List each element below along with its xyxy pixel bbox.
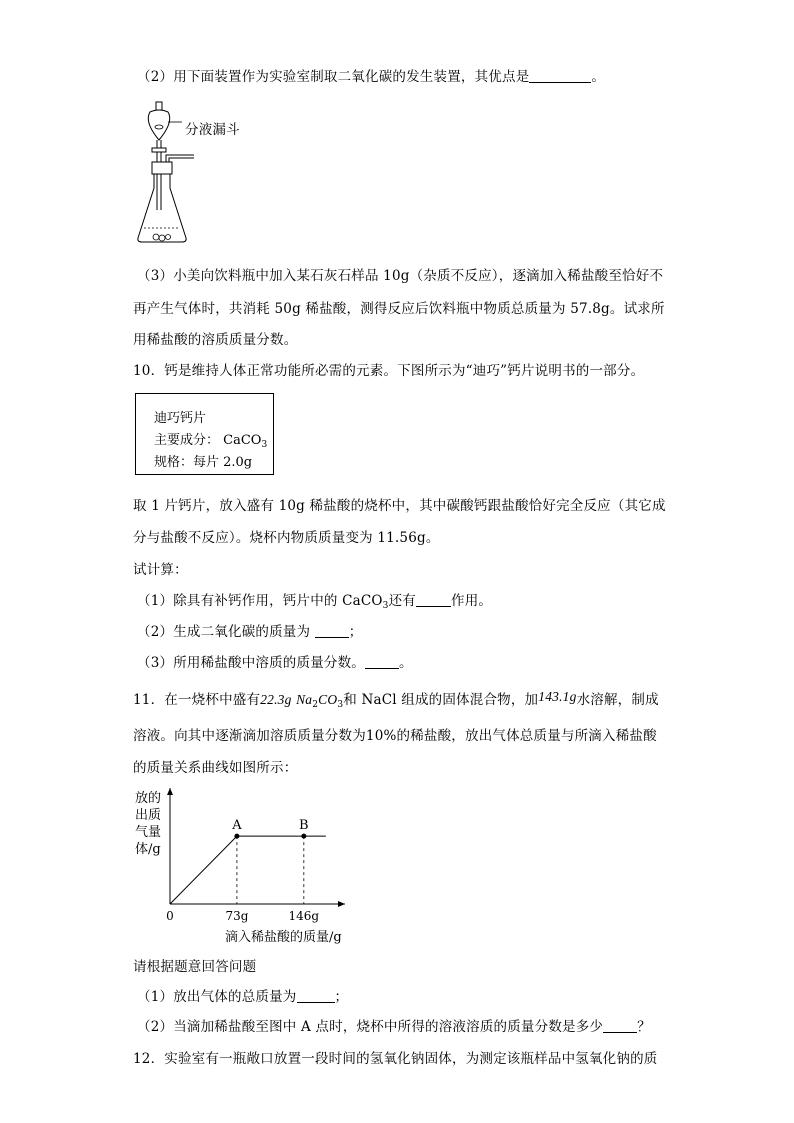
- data-point-A: [234, 834, 239, 839]
- x-tick-label: 73g: [225, 909, 249, 923]
- calcium-tablet-label-box: [135, 393, 274, 475]
- funnel-stopper: [156, 102, 162, 110]
- label-spec: 规格：每片 2.0g: [154, 455, 253, 470]
- funnel-liquid: [155, 125, 163, 129]
- q10-intro: 10．钙是维持人体正常功能所必需的元素。下图所示为“迪巧”钙片说明书的一部分。: [133, 363, 645, 379]
- x-tick-label: 146g: [288, 909, 320, 923]
- funnel-stopcock: [152, 148, 166, 152]
- funnel-label: 分液漏斗: [185, 122, 240, 138]
- point-label-A: A: [232, 818, 242, 834]
- q11-after: 请根据题意回答问题: [133, 959, 257, 975]
- q10-part1: （1）除具有补钙作用，钙片中的 CaCO$_3$还有 作用。: [137, 593, 493, 611]
- q11-part1-blank[interactable]: [297, 988, 335, 1003]
- flask-stopper: [152, 162, 172, 174]
- y-axis-arrow: [167, 788, 173, 795]
- y-axis-label: 体/g: [135, 842, 161, 857]
- q10-calc: 试计算：: [133, 562, 188, 578]
- q11-part1: （1）放出气体的总质量为 ；: [137, 989, 349, 1005]
- q10-part1-blank[interactable]: [416, 592, 451, 607]
- y-axis-label: 气量: [135, 825, 162, 840]
- series-line-0: [170, 836, 326, 904]
- origin-label: 0: [166, 909, 174, 923]
- q9-part3-l3: 用稀盐酸的溶质质量分数。: [133, 332, 298, 348]
- q10-body-l2: 分与盐酸不反应）。烧杯内物质质量变为 11.56g。: [133, 530, 440, 546]
- y-axis-label: 出质: [135, 808, 162, 823]
- q10-part3: （3）所用稀盐酸中溶质的质量分数。 。: [137, 655, 413, 671]
- label-composition: 主要成分： CaCO$_3$: [154, 433, 268, 450]
- label-title: 迪巧钙片: [154, 411, 207, 426]
- q12-l1: 12．实验室有一瓶敞口放置一段时间的氢氧化钠固体，为测定该瓶样品中氢氧化钠的质: [133, 1051, 658, 1067]
- q11-l3: 的质量关系曲线如图所示：: [133, 760, 298, 776]
- y-axis-label: 放的: [135, 791, 162, 806]
- q9-part2-line: [137, 65, 605, 85]
- gas-mass-chart: [125, 784, 365, 949]
- x-axis-arrow: [338, 901, 345, 907]
- q10-part2: （2）生成二氧化碳的质量为 ；: [137, 624, 363, 640]
- q9-part3-l1: （3）小美向饮料瓶中加入某石灰石样品 10g（杂质不反应），逐滴加入稀盐酸至恰好不: [137, 268, 664, 284]
- q9-part3-l2: 再产生气体时，共消耗 50g 稀盐酸，测得反应后饮料瓶中物质总质量为 57.8g。试求所: [133, 301, 665, 317]
- q10-part3-blank[interactable]: [365, 654, 399, 669]
- point-label-B: B: [299, 818, 309, 834]
- data-point-B: [301, 834, 306, 839]
- q9-part2-blank[interactable]: [529, 68, 591, 83]
- q10-part2-blank[interactable]: [315, 623, 349, 638]
- x-axis-label: 滴入稀盐酸的质量/g: [225, 930, 342, 945]
- q9-part2-end: 。: [591, 69, 606, 85]
- q11-l2: 溶液。向其中逐渐滴加溶质质量分数为10%的稀盐酸，放出气体总质量与所滴入稀盐酸: [133, 728, 657, 744]
- q9-part2-text: （2）用下面装置作为实验室制取二氧化碳的发生装置，其优点是: [137, 69, 530, 85]
- q11-part2: （2）当滴加稀盐酸至图中 A 点时，烧杯中所得的溶液溶质的质量分数是多少 ？: [137, 1019, 651, 1035]
- q10-body-l1: 取 1 片钙片，放入盛有 10g 稀盐酸的烧杯中，其中碳酸钙跟盐酸恰好完全反应（其它成: [133, 498, 666, 514]
- q11-part2-blank[interactable]: [603, 1018, 637, 1033]
- q11-l1: 11．在一烧杯中盛有22.3g $Na_2CO_3$和 NaCl 组成的固体混合物，加143.1g水溶解，制成: [133, 689, 659, 710]
- conical-flask: [138, 174, 186, 242]
